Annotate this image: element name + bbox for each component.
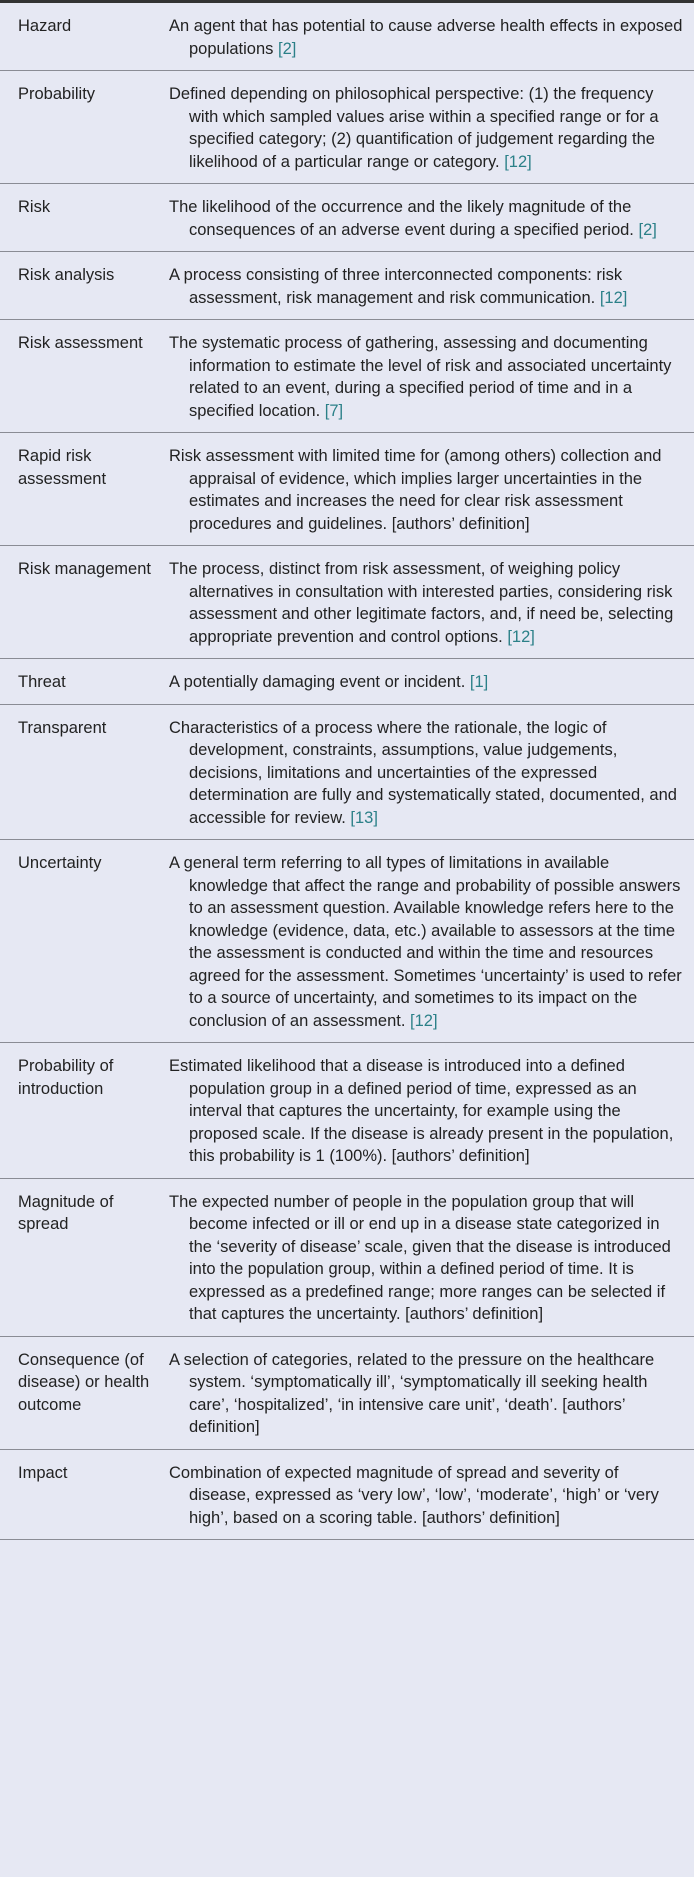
citation-link[interactable]: [12] — [410, 1011, 438, 1030]
definition-text: The expected number of people in the population group that will become infected or ill or end up in a disease state categorized in the ‘severity of disease’ scale, given that the disease is introduced into the population group, within a defined period of time. It is expressed as a predefined range; more ranges can be selected if that captures the uncertainty. [authors’ definition] — [169, 1192, 671, 1323]
term-cell: Hazard — [18, 17, 72, 35]
definition-text: A selection of categories, related to the pressure on the healthcare system. ‘symptomatically ill’, ‘symptomatically ill seeking health care’, ‘hospitalized’, ‘in intensive care unit’, ‘death’. [authors’ definition] — [169, 1350, 655, 1436]
definition-text-block — [169, 264, 684, 309]
definition-text-block — [169, 83, 684, 173]
citation-link[interactable]: [12] — [507, 627, 535, 646]
term-cell: Probability — [18, 85, 96, 103]
definition-cell — [164, 1178, 694, 1336]
citation-link[interactable]: [12] — [504, 152, 532, 171]
table-row — [0, 184, 694, 252]
definition-cell — [164, 1336, 694, 1449]
definition-cell — [164, 71, 694, 184]
citation-link[interactable]: [12] — [599, 288, 628, 307]
term-cell: Transparent — [18, 718, 107, 737]
definition-text: A potentially damaging event or incident. — [169, 673, 466, 691]
definition-cell — [164, 320, 694, 433]
definition-text: The likelihood of the occurrence and the likely magnitude of the consequences of an adverse event during a specified period. — [169, 198, 634, 239]
definition-text-block — [169, 717, 684, 830]
definition-text-block — [169, 852, 684, 1032]
definition-text: Defined depending on philosophical perspective: (1) the frequency with which sampled values arise within a specified range or for a specified category; (2) quantification of judgement regarding the likelihood of a particular range or category. — [169, 85, 659, 171]
definition-text: A process consisting of three interconnected components: risk assessment, risk management and risk communication. — [169, 266, 623, 307]
table-row — [0, 2, 694, 71]
term-cell: Consequence (of disease) or health outcome — [18, 1350, 150, 1414]
term-cell: Risk assessment — [18, 334, 143, 352]
definition-text: Risk assessment with limited time for (among others) collection and appraisal of evidence, which implies larger uncertainties in the estimates and increases the need for clear risk assessment procedures and guidelines. [authors’ definition] — [169, 447, 662, 533]
term-cell: Rapid risk assessment — [18, 447, 107, 488]
definition-text-block — [169, 196, 684, 241]
definition-text: Characteristics of a process where the rationale, the logic of development, constraints, assumptions, value judgements, decisions, limitations and uncertainties of the expressed determination are fully and systematically stated, documented, and accessible for review. — [169, 718, 677, 827]
term-cell: Threat — [18, 673, 66, 691]
definition-text: The process, distinct from risk assessment, of weighing policy alternatives in consultation with interested parties, considering risk assessment and other legitimate factors, and, if need be, selecting appropriate prevention and control options. — [169, 560, 674, 646]
table-row — [0, 1043, 694, 1179]
table-row — [0, 252, 694, 320]
table-row — [0, 704, 694, 840]
table-row — [0, 1449, 694, 1540]
definition-text-block — [169, 15, 684, 60]
definition-cell — [164, 1043, 694, 1179]
citation-link[interactable]: [7] — [324, 401, 344, 420]
definition-cell — [164, 1449, 694, 1540]
term-cell: Magnitude of spread — [18, 1192, 114, 1233]
citation-link[interactable]: [13] — [350, 808, 378, 827]
citation-link[interactable]: [1] — [469, 673, 489, 691]
definition-text-block — [169, 1462, 684, 1530]
definition-text-block — [169, 332, 684, 422]
definition-text-block — [169, 558, 684, 648]
definition-text-block — [169, 1055, 684, 1168]
table-row — [0, 840, 694, 1043]
term-cell: Risk management — [18, 560, 151, 578]
table-row — [0, 1178, 694, 1336]
term-cell: Probability of introduction — [18, 1057, 114, 1098]
definition-text: A general term referring to all types of limitations in available knowledge that affect the range and probability of possible answers to an assessment question. Available knowledge refers here to the knowledge (evidence, data, etc.) available to assessors at the time the assessment is conducted and within the time and resources agreed for the assessment. Sometimes ‘uncertainty’ is used to refer to a source of uncertainty, and sometimes to its impact on the conclusion of an assessment. — [169, 854, 682, 1030]
definition-text-block — [169, 671, 684, 694]
term-cell: Impact — [18, 1463, 68, 1482]
table-row — [0, 433, 694, 546]
definition-cell — [164, 840, 694, 1043]
definition-cell — [164, 433, 694, 546]
definition-cell — [164, 184, 694, 252]
definition-cell — [164, 659, 694, 705]
term-cell: Risk — [18, 198, 51, 216]
definition-text: Estimated likelihood that a disease is introduced into a defined population group in a defined period of time, expressed as an interval that captures the uncertainty, for example using the proposed scale. If the disease is already present in the population, this probability is 1 (100%). [authors’ definition] — [169, 1057, 674, 1165]
term-cell: Risk analysis — [18, 266, 115, 284]
citation-link[interactable]: [2] — [278, 39, 297, 58]
definition-cell — [164, 704, 694, 840]
definition-text-block — [169, 445, 684, 535]
definition-text: An agent that has potential to cause adverse health effects in exposed populations — [169, 17, 683, 58]
definitions-table-body — [0, 2, 694, 1540]
definition-text: The systematic process of gathering, assessing and documenting information to estimate the level of risk and associated uncertainty related to an event, during a specified period of time and in a specified location. — [169, 334, 672, 420]
table-row — [0, 546, 694, 659]
table-row — [0, 320, 694, 433]
definition-text: Combination of expected magnitude of spread and severity of disease, expressed as ‘very low’, ‘low’, ‘moderate’, ‘high’ or ‘very high’, based on a scoring table. [authors’ definition] — [169, 1463, 659, 1527]
table-row — [0, 659, 694, 705]
table-row — [0, 1336, 694, 1449]
definition-text-block — [169, 1349, 684, 1439]
definition-text-block — [169, 1191, 684, 1326]
term-cell: Uncertainty — [18, 854, 102, 872]
definition-cell — [164, 2, 694, 71]
definition-cell — [164, 252, 694, 320]
definition-cell — [164, 546, 694, 659]
citation-link[interactable]: [2] — [638, 220, 657, 239]
table-row — [0, 71, 694, 184]
